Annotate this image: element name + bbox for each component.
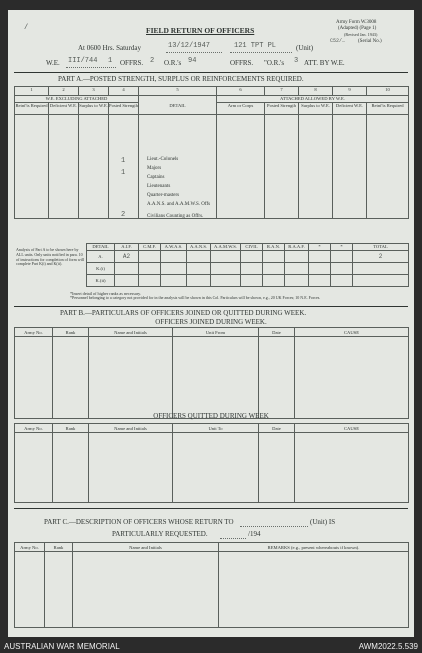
col-number: 7: [265, 87, 299, 96]
offrs-label: OFFRS.: [120, 59, 144, 67]
part-a-table: [14, 86, 409, 219]
adapted-label: (Adapted) (Page 1): [338, 26, 377, 31]
quitted-date-header: Date: [259, 424, 295, 433]
col-number: 2: [49, 87, 79, 96]
analysis-header: A.I.F.: [115, 244, 139, 251]
at-hours-label: At 0600 Hrs. Saturday: [78, 44, 141, 52]
analysis-row-label: A.: [87, 251, 115, 263]
part-c-table: [14, 542, 409, 628]
ranks-cell: [139, 115, 217, 219]
attached-value: 3: [294, 57, 299, 65]
rank-captains: Captains: [147, 175, 165, 180]
joined-title: OFFICERS JOINED DURING WEEK.: [155, 318, 267, 326]
attached-allowed-header: ATTACHED ALLOWED BY W.E.: [217, 96, 409, 103]
analysis-header: R.A.N.: [263, 244, 285, 251]
total-value: 2: [353, 251, 409, 263]
offrs-value: 2: [150, 57, 155, 65]
part-c-name-header: Name and Initials: [73, 543, 219, 552]
offrs-attached-label: OFFRS.: [230, 59, 254, 67]
col-number: 1: [15, 87, 49, 96]
aif-value: A2: [115, 251, 139, 263]
posted-lieut-colonels-value: 1: [121, 157, 126, 165]
part-c-heading: PART C.—DESCRIPTION OF OFFICERS WHOSE RETURN TO: [44, 518, 234, 526]
posted-captains-value: 1: [121, 169, 126, 177]
part-a-heading: PART A.—POSTED STRENGTH, SURPLUS OR REINFORCEMENTS REQUIRED.: [58, 75, 304, 83]
joined-cause-header: CAUSE: [295, 328, 409, 337]
serial-number-value: C52/…: [330, 38, 346, 44]
deficient-header: Deficient W.E.: [49, 103, 79, 115]
analysis-header: CIVIL: [241, 244, 263, 251]
rank-quarter-masters: Quarter-masters: [147, 193, 180, 198]
quitted-cause-header: CAUSE: [295, 424, 409, 433]
col-number: 10: [367, 87, 409, 96]
revised-label: (Revised Jan. 1943): [344, 32, 378, 37]
part-c-rank-header: Rank: [45, 543, 73, 552]
detail-header: DETAIL: [139, 96, 217, 115]
footnote-personnel: *Personnel belonging to a category not provided for in the analysis will be shown in this Col. Particulars will be shown, e.g., 20 UK Forces; 10 N.E. Forces.: [70, 295, 321, 300]
rank-lieut-colonels: Lieut.-Colonels: [147, 157, 179, 162]
col-number: 4: [109, 87, 139, 96]
quitted-army-no-header: Army No.: [15, 424, 53, 433]
surplus-header: Surplus to W.E.: [79, 103, 109, 115]
joined-date-header: Date: [259, 328, 295, 337]
analysis-header: TOTAL: [353, 244, 409, 251]
analysis-table: [86, 243, 409, 287]
joined-table: [14, 327, 409, 419]
surplus-attached-header: Surplus to W.E.: [299, 103, 333, 115]
analysis-header: *: [331, 244, 353, 251]
analysis-note: Analysis of Part A to be shown here by ALL units. Only units notified in para. 10 of instructions for completion of form will complete Part K(i) and K(ii).: [16, 247, 84, 267]
posted-total-value: 2: [121, 211, 126, 219]
analysis-header: C.M.F.: [139, 244, 161, 251]
quitted-unit-to-header: Unit To: [173, 424, 259, 433]
ors-label: O.R.'s: [164, 59, 182, 67]
attached-label: ATT. BY W.E.: [304, 59, 345, 67]
date-value: 13/12/1947: [168, 42, 211, 50]
col-number: 3: [79, 87, 109, 96]
we-excluding-header: W.E. EXCLUDING ATTACHED: [15, 96, 139, 103]
analysis-header: A.W.A.S.: [161, 244, 187, 251]
posted-strength-cell: [109, 115, 139, 219]
pencil-mark: /: [24, 24, 29, 32]
quitted-title: OFFICERS QUITTED DURING WEEK: [153, 412, 269, 420]
quitted-name-header: Name and Initials: [89, 424, 173, 433]
analysis-header: A.A.M.W.S.: [211, 244, 241, 251]
part-c-remarks-header: REMARKS (e.g., present whereabouts if known).: [219, 543, 409, 552]
part-c-army-no-header: Army No.: [15, 543, 45, 552]
archive-name: AUSTRALIAN WAR MEMORIAL: [4, 642, 120, 651]
archive-id: AWM2022.5.539: [358, 642, 418, 651]
reinforcements-attached-header: Reinf'ts Required: [367, 103, 409, 115]
joined-army-no-header: Army No.: [15, 328, 53, 337]
joined-name-header: Name and Initials: [89, 328, 173, 337]
ors-attached-label: "O.R.'s: [264, 59, 285, 67]
analysis-row-label: K.(i): [87, 263, 115, 275]
part-c-line2: PARTICULARLY REQUESTED.: [112, 530, 208, 538]
archive-footer: [0, 640, 422, 653]
posted-strength-header: Posted Strength: [109, 103, 139, 115]
we-value: III/744: [68, 57, 98, 65]
part-b-heading: PART B.—PARTICULARS OF OFFICERS JOINED OR QUITTED DURING WEEK.: [60, 309, 307, 317]
part-c-unit-label: (Unit) IS: [310, 518, 336, 526]
analysis-header: *: [309, 244, 331, 251]
rank-aans: A.A.N.S. and A.A.M.W.S. Offs: [147, 202, 211, 207]
rank-civilians: Civilians Counting as Offrs.: [147, 214, 204, 219]
joined-rank-header: Rank: [53, 328, 89, 337]
arm-corps-header: Arm or Corps: [217, 103, 265, 115]
unit-label: (Unit): [296, 44, 314, 52]
part-c-date-tail: /194: [248, 530, 261, 538]
we-label: W.E.: [46, 59, 60, 67]
col-number: 8: [299, 87, 333, 96]
form-title: FIELD RETURN OF OFFICERS: [146, 26, 255, 35]
ors-value: 94: [188, 57, 197, 65]
unit-value: 121 TPT PL: [234, 42, 277, 50]
analysis-header: DETAIL: [87, 244, 115, 251]
footnote-higher-ranks: *Insert detail of higher ranks as necessary.: [70, 291, 142, 296]
joined-unit-from-header: Unit From: [173, 328, 259, 337]
we-number-value: 1: [108, 57, 113, 65]
posted-strength-attached-header: Posted Strength: [265, 103, 299, 115]
deficient-attached-header: Deficient W.E.: [333, 103, 367, 115]
col-number: 5: [139, 87, 217, 96]
analysis-header: R.A.A.F.: [285, 244, 309, 251]
col-number: 9: [333, 87, 367, 96]
col-number: 6: [217, 87, 265, 96]
quitted-table: [14, 423, 409, 503]
analysis-row-label: K.(ii): [87, 275, 115, 287]
quitted-rank-header: Rank: [53, 424, 89, 433]
analysis-header: A.A.N.S.: [187, 244, 211, 251]
serial-number-label: (Serial No.): [358, 39, 382, 44]
form-sheet: [8, 10, 414, 637]
rank-lieutenants: Lieutenants: [147, 184, 171, 189]
rank-majors: Majors: [147, 166, 162, 171]
army-form-number: Army Form W.3008: [336, 20, 377, 25]
reinforcements-header: Reinf'ts Required: [15, 103, 49, 115]
